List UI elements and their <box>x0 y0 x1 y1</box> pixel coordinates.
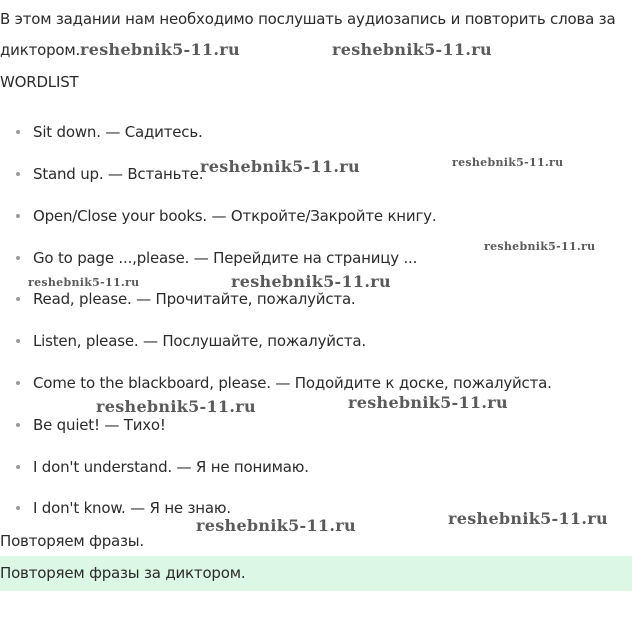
intro-line-2: диктором. <box>0 41 81 59</box>
watermark: reshebnik5-11.ru <box>28 276 140 289</box>
list-item-text: Go to page ...,please. — Перейдите на страницу ... <box>33 249 418 267</box>
bullet-icon <box>16 214 20 218</box>
intro-line-1: В этом задании нам необходимо послушать аудиозапись и повторить слова за <box>0 10 616 28</box>
watermark: reshebnik5-11.ru <box>80 40 240 59</box>
watermark: reshebnik5-11.ru <box>484 240 596 253</box>
list-item-text: I don't know. — Я не знаю. <box>33 499 231 517</box>
bullet-icon <box>16 297 20 301</box>
watermark: reshebnik5-11.ru <box>231 272 391 291</box>
watermark: reshebnik5-11.ru <box>332 40 492 59</box>
bullet-icon <box>16 256 20 260</box>
bullet-icon <box>16 381 20 385</box>
watermark: reshebnik5-11.ru <box>448 509 608 528</box>
bullet-icon <box>16 339 20 343</box>
bullet-icon <box>16 465 20 469</box>
watermark: reshebnik5-11.ru <box>196 516 356 535</box>
list-item-text: Stand up. — Встаньте. <box>33 165 204 183</box>
bullet-icon <box>16 130 20 134</box>
watermark: reshebnik5-11.ru <box>452 156 564 169</box>
wordlist-heading: WORDLIST <box>0 73 79 91</box>
list-item-text: Open/Close your books. — Откройте/Закройте книгу. <box>33 207 437 225</box>
list-item-text: Read, please. — Прочитайте, пожалуйста. <box>33 290 356 308</box>
bullet-icon <box>16 506 20 510</box>
bullet-icon <box>16 172 20 176</box>
list-item-text: Be quiet! — Тихо! <box>33 416 166 434</box>
list-item-text: Come to the blackboard, please. — Подойдите к доске, пожалуйста. <box>33 374 552 392</box>
list-item-text: Sit down. — Садитесь. <box>33 123 203 141</box>
highlight-text: Повторяем фразы за диктором. <box>0 564 246 582</box>
watermark: reshebnik5-11.ru <box>96 397 256 416</box>
bullet-icon <box>16 423 20 427</box>
highlight-block <box>0 556 632 591</box>
repeat-phrases-text: Повторяем фразы. <box>0 532 144 550</box>
watermark: reshebnik5-11.ru <box>200 157 360 176</box>
watermark: reshebnik5-11.ru <box>348 393 508 412</box>
list-item-text: I don't understand. — Я не понимаю. <box>33 458 309 476</box>
list-item-text: Listen, please. — Послушайте, пожалуйста. <box>33 332 366 350</box>
